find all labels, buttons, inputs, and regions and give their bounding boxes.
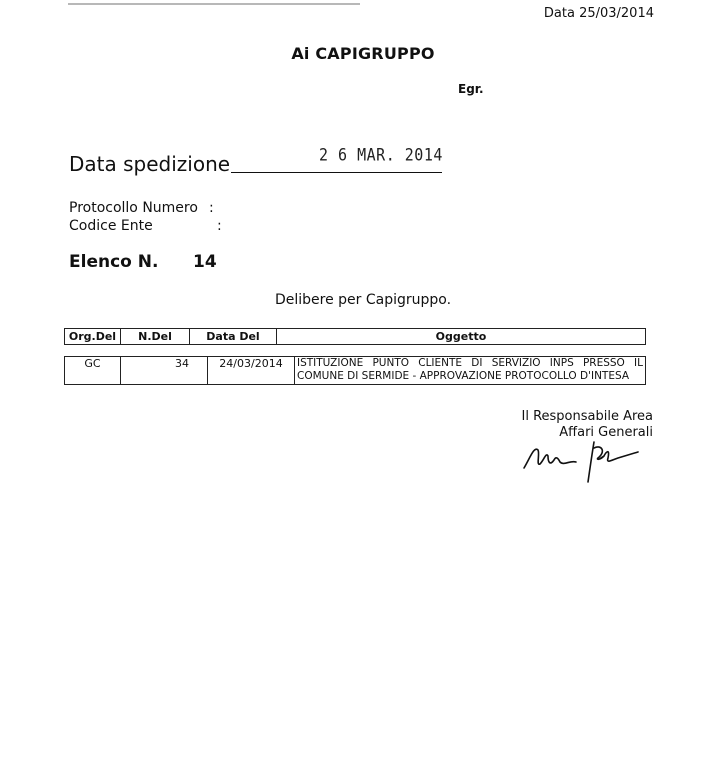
top-rule [68,3,360,5]
cell-date: 24/03/2014 [208,357,295,385]
document-date: Data 25/03/2014 [543,6,654,21]
handwritten-signature [520,438,645,484]
subject-line-2: COMUNE DI SERMIDE - APPROVAZIONE PROTOCOLLO D'INTESA [297,370,630,382]
shipment-date-line [231,172,442,173]
shipment-date-stamp: 2 6 MAR. 2014 [319,144,443,166]
protocol-number-colon: : [209,200,214,216]
recipient-title: Ai CAPIGRUPPO [291,44,435,63]
table-header [64,328,646,345]
resolutions-table [64,356,646,385]
list-heading: Elenco N. [69,252,159,272]
shipment-date-label: Data spedizione [69,152,231,176]
column-header-subject: Oggetto [277,329,646,345]
cell-subject [295,357,646,385]
cell-number: 34 [121,357,208,385]
salutation: Egr. [458,82,484,96]
column-header-date: Data Del [190,329,277,345]
entity-code-label: Codice Ente [69,218,153,234]
subject-line-1: ISTITUZIONE PUNTO CLIENTE DI SERVIZIO INPS PRESSO IL [297,357,643,369]
column-header-org: Org.Del [65,329,121,345]
signatory-title-line-1: Il Responsabile Area [521,409,653,424]
column-header-number: N.Del [121,329,190,345]
list-subtitle: Delibere per Capigruppo. [274,292,452,308]
signatory-title [521,409,653,441]
table-row [65,357,646,385]
entity-code-colon: : [217,218,222,234]
signatory-title-line-2: Affari Generali [559,425,653,440]
protocol-number-label: Protocollo Numero [69,200,198,216]
cell-org: GC [65,357,121,385]
list-number: 14 [193,252,217,272]
